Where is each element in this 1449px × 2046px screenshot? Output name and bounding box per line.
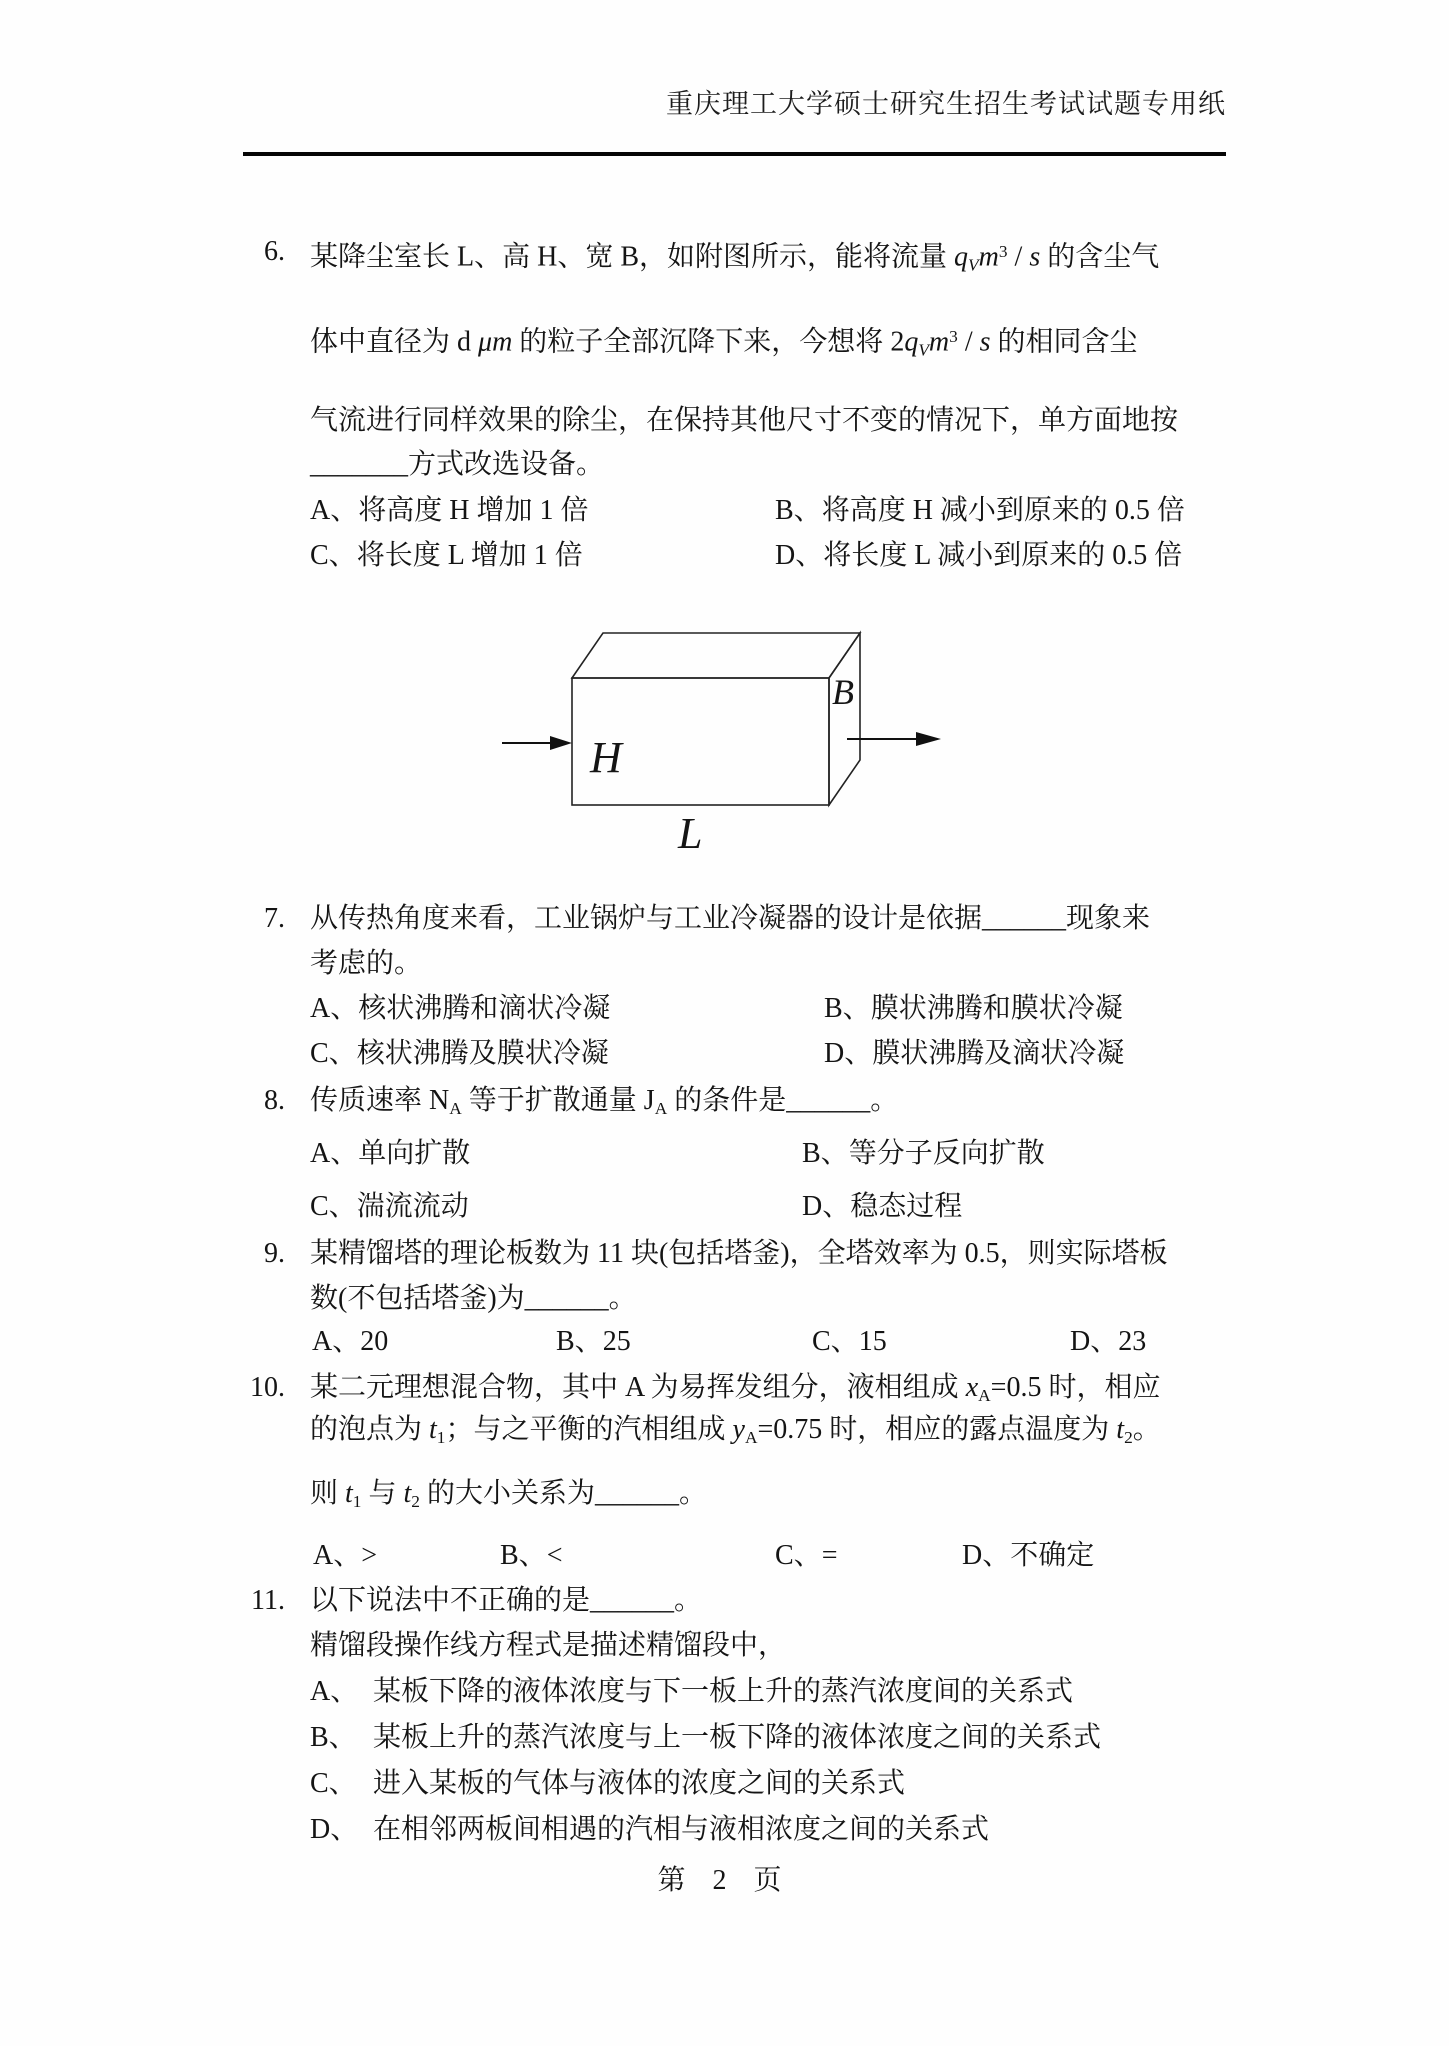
text-segment: ；与之平衡的汽相组成 — [445, 1414, 733, 1445]
option-text: 20 — [360, 1326, 389, 1357]
text-segment: 的大小关系为______。 — [419, 1478, 707, 1509]
option-text: 将高度 H 增加 1 倍 — [358, 495, 589, 526]
text-segment: 1 — [352, 1491, 362, 1511]
question-6-line-2 — [310, 321, 1138, 367]
text-segment: 体中直径为 — [310, 326, 458, 358]
option-label: A、 — [310, 1138, 359, 1169]
option-text: 不确定 — [1010, 1540, 1095, 1571]
question-11-option-a-text: 某板下降的液体浓度与下一板上升的蒸汽浓度间的关系式 — [373, 1676, 1074, 1707]
option-text: 膜状沸腾和膜状冷凝 — [870, 993, 1123, 1024]
option-label: D、 — [962, 1540, 1011, 1571]
option-label: C、 — [812, 1326, 859, 1357]
question-11-option-c-text: 进入某板的气体与液体的浓度之间的关系式 — [373, 1768, 906, 1799]
question-10-number: 10. — [250, 1372, 285, 1403]
settling-chamber-diagram — [480, 600, 980, 880]
question-10-option-d — [962, 1540, 1094, 1572]
text-segment: 等于扩散通量 J — [461, 1085, 655, 1116]
text-segment: / — [1007, 241, 1030, 273]
option-text: < — [546, 1540, 563, 1571]
question-7-option-a — [310, 993, 610, 1025]
question-9-option-d — [1070, 1326, 1146, 1358]
header-rule — [243, 152, 1226, 156]
option-label: A、 — [310, 993, 359, 1024]
option-label: A、 — [312, 1326, 361, 1357]
text-segment: 某二元理想混合物，其中 A 为易挥发组分，液相组成 — [310, 1372, 966, 1403]
question-10-option-c — [775, 1540, 837, 1572]
text-segment: =0.5 时，相应 — [990, 1372, 1161, 1403]
text-segment: A — [978, 1385, 991, 1405]
option-label: D、 — [802, 1191, 851, 1222]
question-6-line-1 — [310, 236, 1159, 282]
option-label: B、 — [775, 495, 822, 526]
text-segment: t — [429, 1414, 437, 1445]
text-segment: / — [957, 326, 980, 358]
question-7-option-c — [310, 1038, 609, 1070]
option-text: 等分子反向扩散 — [848, 1138, 1045, 1169]
option-text: 稳态过程 — [850, 1191, 963, 1222]
text-segment: q — [904, 326, 919, 358]
box-right-face — [829, 633, 860, 805]
text-segment: 3 — [949, 327, 958, 346]
question-9-option-a — [312, 1326, 388, 1358]
question-8-option-d — [802, 1191, 962, 1223]
option-text: 核状沸腾和滴状冷凝 — [358, 993, 611, 1024]
text-segment: =0.75 时，相应的露点温度为 — [757, 1414, 1117, 1445]
diagram-label-l: L — [678, 809, 703, 858]
text-segment: V — [968, 255, 979, 275]
question-8-option-a — [310, 1138, 470, 1170]
option-label: D、 — [1070, 1326, 1119, 1357]
option-label: C、 — [310, 1191, 357, 1222]
question-11-option-b — [310, 1722, 357, 1754]
text-segment: 2 — [890, 326, 905, 358]
question-11-option-d-text: 在相邻两板间相遇的汽相与液相浓度之间的关系式 — [373, 1814, 990, 1845]
text-segment: 某降尘室长 L、高 H、宽 B，如附图所示，能将流量 — [310, 241, 955, 273]
question-7-line-2: 考虑的。 — [310, 948, 423, 979]
question-6-option-a — [310, 495, 588, 527]
option-label: C、 — [775, 1540, 822, 1571]
question-7-line-1: 从传热角度来看，工业锅炉与工业冷凝器的设计是依据______现象来 — [310, 903, 1151, 934]
text-segment: μm — [478, 326, 513, 358]
text-segment: m — [928, 326, 950, 358]
option-text: 15 — [858, 1326, 887, 1357]
text-segment: 的含尘气 — [1040, 241, 1160, 273]
diagram-label-b: B — [832, 672, 854, 712]
question-8-line-1 — [310, 1085, 898, 1125]
text-segment: 与 — [361, 1478, 404, 1509]
text-segment: 则 — [310, 1478, 346, 1509]
option-label: C、 — [310, 540, 357, 571]
option-label: B、 — [556, 1326, 603, 1357]
option-text: = — [821, 1540, 838, 1571]
option-text: 膜状沸腾及滴状冷凝 — [872, 1038, 1125, 1069]
text-segment: t — [345, 1478, 353, 1509]
option-label: B、 — [310, 1722, 357, 1753]
page-header-title: 重庆理工大学硕士研究生招生考试试题专用纸 — [666, 89, 1226, 120]
question-11-option-a — [310, 1676, 358, 1708]
option-text: > — [361, 1540, 378, 1571]
text-segment: d — [457, 326, 479, 358]
question-6-option-d — [775, 540, 1182, 572]
question-11-option-b-text: 某板上升的蒸汽浓度与上一板下降的液体浓度之间的关系式 — [373, 1722, 1102, 1753]
question-11-option-d — [310, 1814, 358, 1846]
question-8-option-c — [310, 1191, 469, 1223]
question-7-option-d — [824, 1038, 1124, 1070]
question-9-line-2: 数(不包括塔釜)为______。 — [310, 1283, 637, 1314]
question-11-line-2: 精馏段操作线方程式是描述精馏段中， — [310, 1630, 787, 1661]
text-segment: 3 — [998, 242, 1008, 261]
option-text: 湍流流动 — [356, 1191, 469, 1222]
option-label: A、 — [310, 1676, 359, 1707]
text-segment: y — [732, 1414, 745, 1445]
text-segment: A — [654, 1098, 668, 1118]
option-text: 将高度 H 减小到原来的 0.5 倍 — [821, 495, 1185, 526]
text-segment: s — [1029, 241, 1041, 273]
box-top-face — [572, 633, 860, 678]
option-label: D、 — [310, 1814, 359, 1845]
question-10-line-2 — [310, 1414, 1161, 1454]
text-segment: 的泡点为 — [310, 1414, 430, 1445]
question-6-option-b — [775, 495, 1185, 527]
option-text: 单向扩散 — [358, 1138, 471, 1169]
text-segment: A — [449, 1098, 462, 1118]
option-label: C、 — [310, 1768, 357, 1799]
question-10-line-1 — [310, 1372, 1160, 1412]
question-7-number: 7. — [264, 903, 285, 934]
question-6-line-3: 气流进行同样效果的除尘，在保持其他尺寸不变的情况下，单方面地按 — [310, 405, 1179, 436]
inlet-arrowhead-icon — [550, 736, 572, 750]
option-label: B、 — [824, 993, 871, 1024]
question-9-option-c — [812, 1326, 887, 1358]
question-6-line-4: _______方式改选设备。 — [310, 449, 605, 480]
diagram-label-h: H — [590, 733, 622, 782]
question-7-option-b — [824, 993, 1123, 1025]
question-8-option-b — [802, 1138, 1045, 1170]
option-label: B、 — [802, 1138, 849, 1169]
question-10-option-a — [313, 1540, 377, 1572]
option-text: 将长度 L 增加 1 倍 — [356, 540, 583, 571]
option-label: A、 — [310, 495, 359, 526]
question-11-option-c — [310, 1768, 357, 1800]
question-11-line-1: 以下说法中不正确的是______。 — [310, 1585, 703, 1616]
text-segment: 2 — [1124, 1427, 1133, 1447]
outlet-arrowhead-icon — [916, 732, 941, 746]
text-segment: 2 — [411, 1491, 420, 1511]
question-10-line-3 — [310, 1478, 707, 1518]
option-label: C、 — [310, 1038, 357, 1069]
option-label: D、 — [775, 540, 824, 571]
question-6-number: 6. — [264, 236, 285, 267]
text-segment: m — [978, 241, 999, 273]
question-9-option-b — [556, 1326, 631, 1358]
option-text: 核状沸腾及膜状冷凝 — [356, 1038, 609, 1069]
text-segment: s — [979, 326, 991, 358]
text-segment: t — [1116, 1414, 1125, 1445]
question-6-option-c — [310, 540, 583, 572]
question-9-number: 9. — [264, 1238, 285, 1269]
option-text: 25 — [602, 1326, 631, 1357]
text-segment: 1 — [436, 1427, 446, 1447]
text-segment: A — [744, 1427, 758, 1447]
text-segment: 。 — [1132, 1414, 1161, 1445]
option-text: 23 — [1118, 1326, 1147, 1357]
question-11-number: 11. — [251, 1585, 285, 1616]
option-text: 将长度 L 减小到原来的 0.5 倍 — [823, 540, 1183, 571]
text-segment: q — [954, 241, 969, 273]
option-label: D、 — [824, 1038, 873, 1069]
page-footer: 第 2 页 — [657, 1865, 792, 1896]
text-segment: 传质速率 N — [310, 1085, 450, 1116]
question-10-option-b — [500, 1540, 562, 1572]
text-segment: 的相同含尘 — [990, 326, 1138, 358]
text-segment: 的条件是______。 — [667, 1085, 899, 1116]
option-label: A、 — [313, 1540, 362, 1571]
option-label: B、 — [500, 1540, 547, 1571]
text-segment: x — [965, 1372, 979, 1403]
question-9-line-1: 某精馏塔的理论板数为 11 块(包括塔釜)，全塔效率为 0.5，则实际塔板 — [310, 1238, 1168, 1269]
question-8-number: 8. — [264, 1085, 285, 1116]
text-segment: t — [403, 1478, 412, 1509]
text-segment: 的粒子全部沉降下来，今想将 — [512, 326, 891, 358]
text-segment: V — [918, 340, 929, 360]
